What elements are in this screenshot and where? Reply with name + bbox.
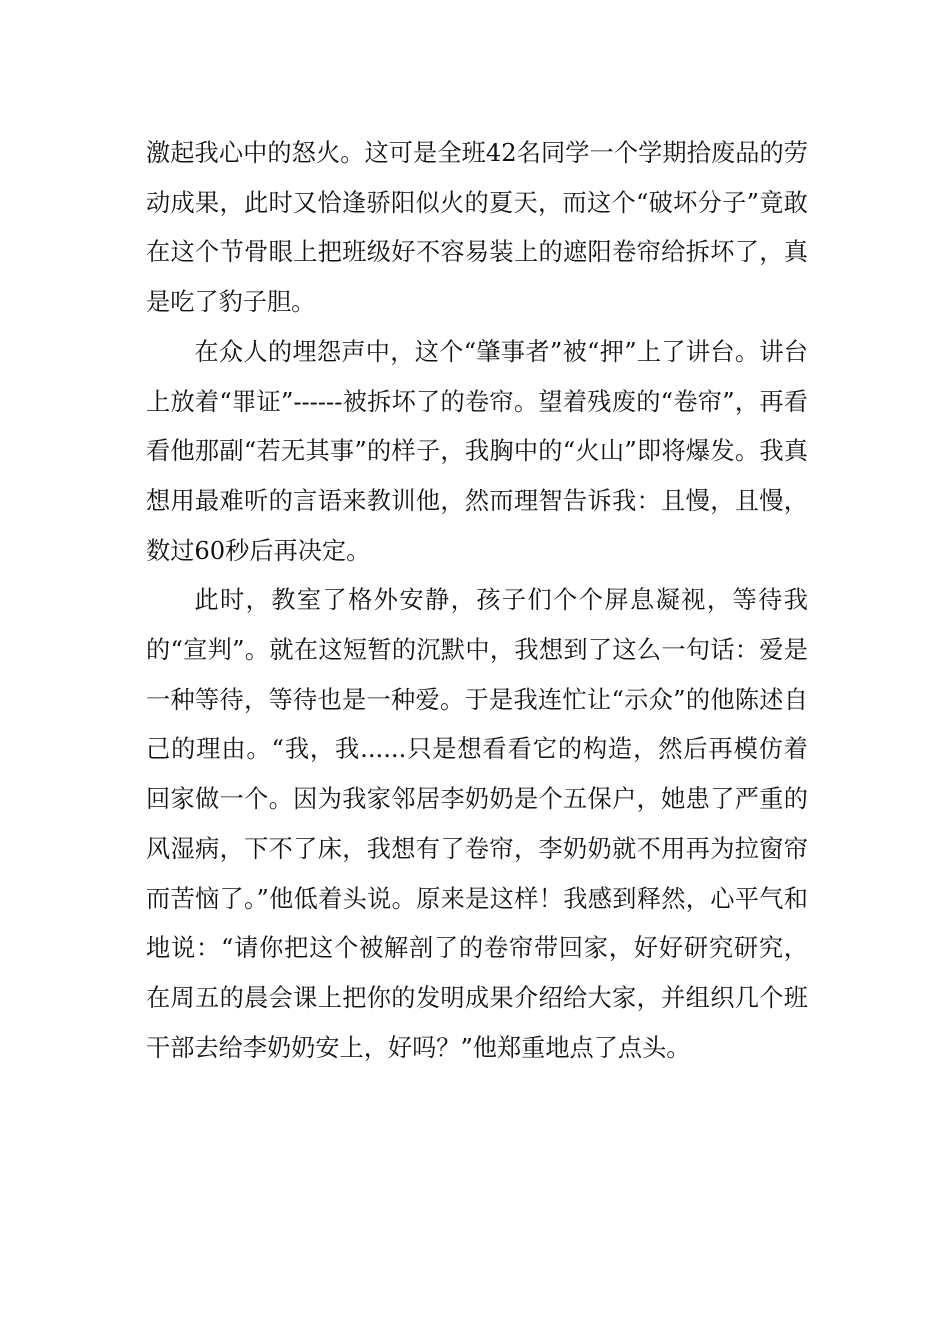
paragraph: 此时，教室了格外安静，孩子们个个屏息凝视，等待我的“宣判”。就在这短暂的沉默中，我想到了这么一句话：爱是一种等待，等待也是一种爱。于是我连忙让“示众”的他陈述自己的理由。“我，我......只是想看看它的构造，然后再模仿着回家做一个。因为我家邻居李奶奶是个五保户，她患了严重的风湿病，下不了床，我想有了卷帘，李奶奶就不用再为拉窗帘而苦恼了。”他低着头说。原来是这样！我感到释然，心平气和地说：“请你把这个被解剖了的卷帘带回家，好好研究研究，在周五的晨会课上把你的发明成果介绍给大家，并组织几个班干部去给李奶奶安上，好吗？”他郑重地点了点头。 xyxy=(146,586,808,1062)
paragraph-continuation: 激起我心中的怒火。这可是全班42名同学一个学期拾废品的劳动成果，此时又恰逢骄阳似火的夏天，而这个“破坏分子”竟敢在这个节骨眼上把班级好不容易装上的遮阳卷帘给拆坏了，真是吃了豹子胆。 xyxy=(146,139,808,317)
document-body xyxy=(146,129,808,1073)
paragraph: 在众人的埋怨声中，这个“肇事者”被“押”上了讲台。讲台上放着“罪证”------被拆坏了的卷帘。望着残废的“卷帘”，再看看他那副“若无其事”的样子，我胸中的“火山”即将爆发。我真想用最难听的言语来教训他，然而理智告诉我：且慢，且慢，数过60秒后再决定。 xyxy=(146,337,808,565)
